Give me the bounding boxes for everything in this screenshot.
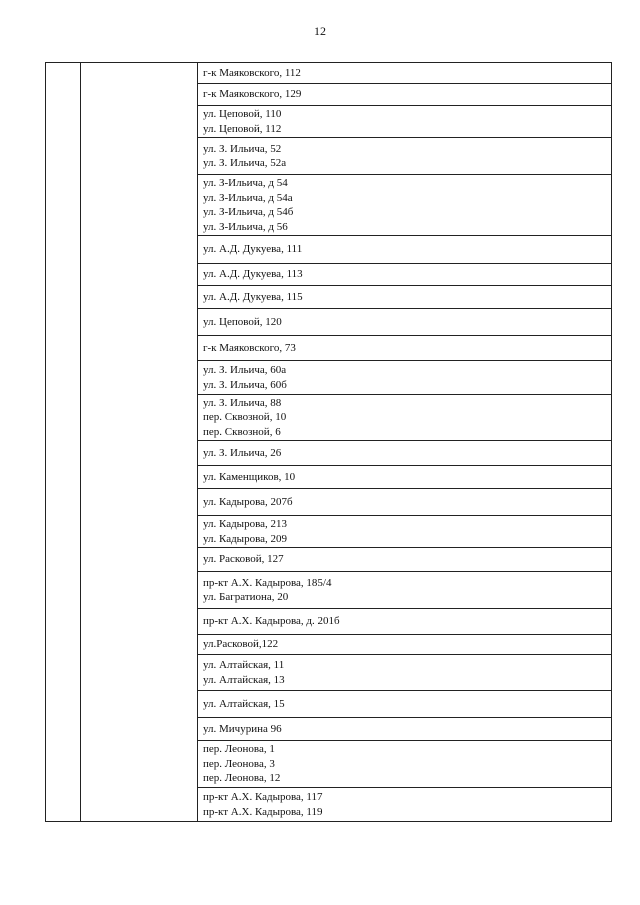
address-line: г-к Маяковского, 112 [203, 66, 301, 79]
address-line: ул. А.Д. Дукуева, 111 [203, 243, 303, 256]
address-line: ул. Алтайская, 11 [203, 659, 285, 671]
address-row [197, 335, 612, 360]
address-row [197, 571, 612, 608]
column-divider [45, 63, 46, 821]
address-line: ул. З-Ильича, д 54 [203, 177, 288, 189]
address-line: пр-кт А.Х. Кадырова, 185/4 [203, 576, 332, 589]
address-row [197, 608, 612, 634]
address-row [197, 137, 612, 174]
address-row [197, 174, 612, 235]
address-row [197, 63, 612, 83]
address-row [197, 488, 612, 515]
address-row [197, 515, 612, 547]
address-row [197, 465, 612, 488]
address-line: ул. Алтайская, 13 [203, 673, 285, 686]
address-line: пер. Леонова, 3 [203, 757, 275, 770]
address-line: ул. З. Ильича, 60б [203, 378, 287, 391]
address-line: ул. Цеповой, 110 [203, 108, 282, 120]
address-line: ул. Каменщиков, 10 [203, 470, 296, 483]
address-line: ул. З. Ильича, 88 [203, 396, 282, 409]
address-row [197, 740, 612, 787]
address-line: г-к Маяковского, 73 [203, 341, 296, 354]
address-row [197, 654, 612, 690]
address-line: пер. Леонова, 1 [203, 743, 275, 756]
address-line: ул. А.Д. Дукуева, 115 [203, 290, 303, 303]
address-line: ул. Мичурина 96 [203, 722, 282, 735]
address-row [197, 787, 612, 821]
address-line: ул. З-Ильича, д 56 [203, 220, 288, 233]
address-line: ул. Алтайская, 15 [203, 697, 285, 710]
page-number: 12 [314, 24, 326, 38]
address-line: ул. А.Д. Дукуева, 113 [203, 268, 303, 281]
address-line: пер. Сквозной, 10 [203, 411, 287, 424]
address-line: пр-кт А.Х. Кадырова, д. 201б [203, 615, 340, 628]
address-line: ул. Кадырова, 213 [203, 518, 287, 530]
address-row [197, 285, 612, 308]
address-line: ул. Цеповой, 112 [203, 122, 282, 135]
address-row [197, 308, 612, 335]
address-line: ул. Багратиона, 20 [203, 591, 289, 603]
address-line: ул. З-Ильича, д 54б [203, 206, 294, 218]
address-line: ул. З. Ильича, 26 [203, 446, 282, 459]
address-row [197, 634, 612, 654]
address-line: пр-кт А.Х. Кадырова, 119 [203, 805, 323, 818]
address-line: г-к Маяковского, 129 [203, 88, 302, 101]
address-line: ул.Расковой,122 [203, 638, 279, 651]
address-row [197, 547, 612, 571]
address-line: ул. Цеповой, 120 [203, 315, 282, 328]
address-row [197, 690, 612, 717]
address-row [197, 394, 612, 440]
column-divider [80, 63, 81, 821]
address-row [197, 83, 612, 105]
address-line: ул. Кадырова, 207б [203, 495, 293, 508]
address-line: ул. Кадырова, 209 [203, 532, 287, 545]
address-row [197, 717, 612, 740]
address-row [197, 360, 612, 394]
address-line: пр-кт А.Х. Кадырова, 117 [203, 791, 323, 803]
address-line: ул. Расковой, 127 [203, 553, 284, 566]
address-line: ул. З. Ильича, 52 [203, 142, 282, 155]
address-row [197, 235, 612, 263]
address-line: ул. З. Ильича, 60а [203, 364, 287, 376]
address-row [197, 440, 612, 465]
address-line: ул. З-Ильича, д 54а [203, 191, 293, 204]
address-line: ул. З. Ильича, 52а [203, 157, 287, 169]
address-row [197, 105, 612, 137]
address-line: пер. Сквозной, 6 [203, 425, 281, 438]
address-table [45, 62, 612, 822]
address-row [197, 263, 612, 285]
address-line: пер. Леонова, 12 [203, 772, 281, 785]
